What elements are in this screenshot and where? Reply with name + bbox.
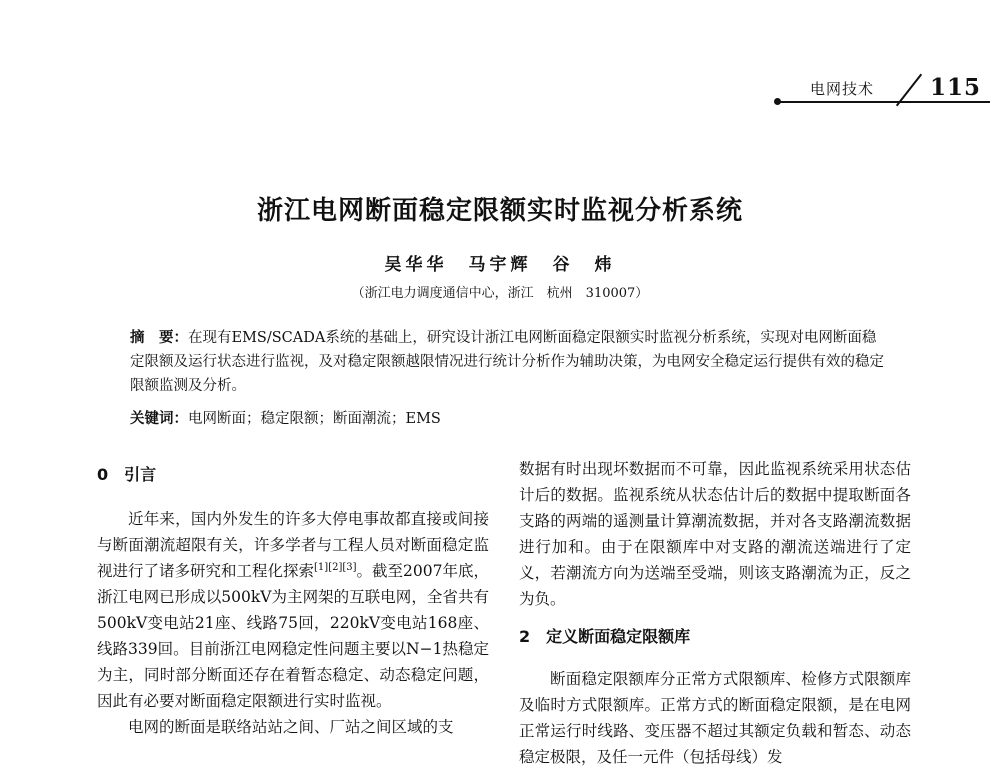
intro-text-part1: 近年来，国内外发生的许多大停电事故都直接或间接与断面潮流超限有关，许多学者与工程人员对断面稳定监视进行了诸多研究和工程化探索 (97, 510, 489, 580)
abstract (130, 326, 890, 398)
running-header-section: 电网技术 (810, 80, 875, 98)
citation-refs: [1][2][3] (314, 561, 357, 573)
paper-title: 浙江电网断面稳定限额实时监视分析系统 (256, 196, 743, 226)
header-rule (780, 101, 990, 103)
page-number: 115 (930, 74, 982, 101)
right-column (519, 456, 911, 770)
continued-paragraph: 数据有时出现坏数据而不可靠，因此监视系统采用状态估计后的数据。监视系统从状态估计后的数据中提取断面各支路的两端的遥测量计算潮流数据，并对各支路潮流数据进行加和。由于在限额库中对支路的潮流送端进行了定义，若潮流方向为送端至受端，则该支路潮流为正，反之为负。 (519, 460, 911, 608)
author-affiliation: （浙江电力调度通信中心，浙江 杭州 310007） (351, 286, 649, 301)
keywords (130, 407, 890, 428)
abstract-label: 摘 要： (130, 330, 188, 346)
intro-text-part2: 。截至2007年底，浙江电网已形成以500kV为主网架的互联电网，全省共有500kV变电站21座、线路75回，220kV变电站168座、线路339回。目前浙江电网稳定性问题主要以N−1热稳定为主，同时部分断面还存在着暂态稳定、动态稳定问题，因此有必要对断面稳定限额进行实时监视。 (97, 562, 489, 710)
author-list: 吴华华 马宇辉 谷 炜 (384, 255, 616, 275)
keywords-label: 关键词： (130, 411, 188, 427)
introduction-paragraph-2: 电网的断面是联络站站之间、厂站之间区域的支 (128, 718, 454, 736)
introduction-paragraph (97, 506, 489, 714)
limit-database-paragraph: 断面稳定限额库分正常方式限额库、检修方式限额库及临时方式限额库。正常方式的断面稳定限额，是在电网正常运行时线路、变压器不超过其额定负载和暂态、动态稳定极限，及任一元件（包括母线）发 (519, 670, 911, 766)
abstract-text: 在现有EMS/SCADA系统的基础上，研究设计浙江电网断面稳定限额实时监视分析系统，实现对电网断面稳定限额及运行状态进行监视，及对稳定限额越限情况进行统计分析作为辅助决策，为电网安全稳定运行提供有效的稳定限额监测及分析。 (130, 330, 884, 394)
keywords-text: 电网断面；稳定限额；断面潮流；EMS (188, 411, 441, 427)
left-column (97, 458, 489, 740)
section-heading-introduction: 0 引言 (97, 465, 157, 484)
section-heading-limit-database: 2 定义断面稳定限额库 (519, 627, 691, 646)
